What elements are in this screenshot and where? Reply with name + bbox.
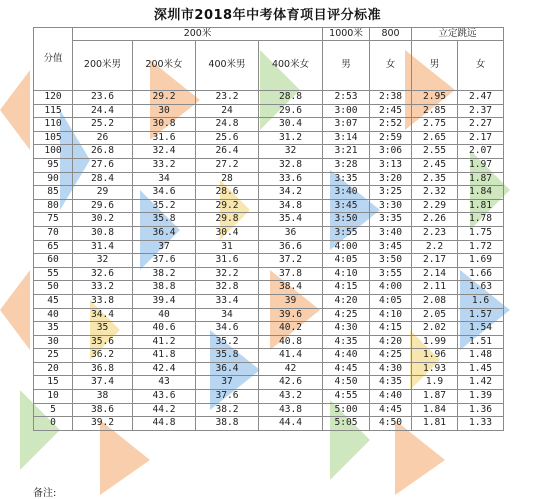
cell-1000m-male: 3:35	[323, 172, 370, 186]
cell-score: 90	[34, 172, 73, 186]
cell-800-female: 2:38	[370, 91, 412, 105]
cell-800-female: 3:20	[370, 172, 412, 186]
cell-1000m-male: 3:45	[323, 199, 370, 213]
cell-jump-male: 2.08	[412, 294, 458, 308]
cell-800-female: 4:15	[370, 322, 412, 336]
cell-400m-female: 44.4	[259, 417, 323, 431]
header-group-200m: 200米	[73, 28, 323, 41]
cell-1000m-male: 3:50	[323, 213, 370, 227]
cell-jump-female: 1.84	[458, 186, 504, 200]
cell-400m-male: 28.6	[196, 186, 259, 200]
cell-score: 85	[34, 186, 73, 200]
cell-1000m-male: 3:28	[323, 158, 370, 172]
cell-jump-male: 2.11	[412, 281, 458, 295]
cell-jump-female: 1.39	[458, 390, 504, 404]
cell-jump-male: 1.93	[412, 362, 458, 376]
cell-200m-female: 34.6	[133, 186, 196, 200]
cell-400m-female: 29.6	[259, 104, 323, 118]
cell-200m-male: 36.2	[73, 349, 133, 363]
table-row	[34, 376, 504, 390]
cell-score: 20	[34, 362, 73, 376]
cell-800-female: 2:59	[370, 131, 412, 145]
cell-1000m-male: 2:53	[323, 91, 370, 105]
header-400m-female: 400米女	[259, 41, 323, 91]
cell-jump-female: 1.97	[458, 158, 504, 172]
cell-jump-male: 2.17	[412, 254, 458, 268]
cell-400m-male: 34.6	[196, 322, 259, 336]
cell-800-female: 3:30	[370, 199, 412, 213]
cell-jump-female: 2.37	[458, 104, 504, 118]
cell-400m-male: 31.6	[196, 254, 259, 268]
cell-200m-female: 30	[133, 104, 196, 118]
cell-jump-female: 1.6	[458, 294, 504, 308]
cell-400m-female: 39	[259, 294, 323, 308]
cell-jump-female: 1.51	[458, 335, 504, 349]
table-row	[34, 390, 504, 404]
cell-score: 120	[34, 91, 73, 105]
cell-jump-male: 2.02	[412, 322, 458, 336]
table-row	[34, 172, 504, 186]
cell-jump-female: 1.33	[458, 417, 504, 431]
cell-200m-male: 23.6	[73, 91, 133, 105]
cell-score: 95	[34, 158, 73, 172]
cell-jump-female: 1.57	[458, 308, 504, 322]
cell-400m-female: 40.2	[259, 322, 323, 336]
cell-jump-male: 2.95	[412, 91, 458, 105]
cell-800-female: 2:45	[370, 104, 412, 118]
header-1000m-male: 男	[323, 41, 370, 91]
cell-jump-male: 2.23	[412, 226, 458, 240]
cell-score: 40	[34, 308, 73, 322]
cell-200m-male: 24.4	[73, 104, 133, 118]
cell-jump-male: 2.2	[412, 240, 458, 254]
table-row	[34, 158, 504, 172]
cell-200m-male: 31.4	[73, 240, 133, 254]
cell-800-female: 3:06	[370, 145, 412, 159]
cell-400m-male: 37	[196, 376, 259, 390]
cell-score: 80	[34, 199, 73, 213]
cell-400m-female: 36.6	[259, 240, 323, 254]
cell-800-female: 4:35	[370, 376, 412, 390]
table-row	[34, 240, 504, 254]
cell-jump-male: 2.35	[412, 172, 458, 186]
cell-800-female: 3:13	[370, 158, 412, 172]
cell-score: 35	[34, 322, 73, 336]
table-row	[34, 349, 504, 363]
cell-200m-female: 32.4	[133, 145, 196, 159]
cell-400m-female: 43.2	[259, 390, 323, 404]
cell-jump-male: 2.45	[412, 158, 458, 172]
table-row	[34, 186, 504, 200]
cell-400m-female: 35.4	[259, 213, 323, 227]
cell-1000m-male: 4:45	[323, 362, 370, 376]
cell-200m-female: 44.8	[133, 417, 196, 431]
header-jump-male: 男	[412, 41, 458, 91]
cell-score: 25	[34, 349, 73, 363]
cell-jump-male: 2.14	[412, 267, 458, 281]
cell-200m-male: 28.4	[73, 172, 133, 186]
cell-200m-male: 37.4	[73, 376, 133, 390]
cell-jump-male: 1.9	[412, 376, 458, 390]
cell-200m-male: 34.4	[73, 308, 133, 322]
cell-1000m-male: 3:21	[323, 145, 370, 159]
cell-200m-male: 32	[73, 254, 133, 268]
page-title: 深圳市2018年中考体育项目评分标准	[153, 8, 382, 23]
cell-jump-male: 2.32	[412, 186, 458, 200]
cell-400m-male: 28	[196, 172, 259, 186]
cell-1000m-male: 3:55	[323, 226, 370, 240]
cell-400m-male: 36.4	[196, 362, 259, 376]
cell-800-female: 3:55	[370, 267, 412, 281]
header-score: 分值	[34, 28, 73, 91]
cell-200m-male: 30.8	[73, 226, 133, 240]
cell-400m-female: 38.4	[259, 281, 323, 295]
cell-200m-male: 38.6	[73, 403, 133, 417]
cell-800-female: 3:25	[370, 186, 412, 200]
cell-400m-female: 34.2	[259, 186, 323, 200]
cell-400m-female: 40.8	[259, 335, 323, 349]
cell-400m-male: 24	[196, 104, 259, 118]
table-row	[34, 308, 504, 322]
cell-jump-female: 1.48	[458, 349, 504, 363]
cell-400m-female: 43.8	[259, 403, 323, 417]
cell-jump-male: 2.85	[412, 104, 458, 118]
cell-1000m-male: 4:20	[323, 294, 370, 308]
cell-400m-male: 32.2	[196, 267, 259, 281]
cell-1000m-male: 5:05	[323, 417, 370, 431]
cell-jump-female: 1.75	[458, 226, 504, 240]
cell-score: 50	[34, 281, 73, 295]
table-row	[34, 118, 504, 132]
cell-1000m-male: 3:00	[323, 104, 370, 118]
cell-jump-female: 1.63	[458, 281, 504, 295]
cell-1000m-male: 4:10	[323, 267, 370, 281]
cell-400m-male: 23.2	[196, 91, 259, 105]
cell-400m-female: 28.8	[259, 91, 323, 105]
header-800-female: 女	[370, 41, 412, 91]
cell-400m-male: 32.8	[196, 281, 259, 295]
score-table	[33, 27, 504, 431]
cell-400m-male: 29.8	[196, 213, 259, 227]
cell-800-female: 3:40	[370, 226, 412, 240]
cell-jump-male: 1.81	[412, 417, 458, 431]
header-200m-female: 200米女	[133, 41, 196, 91]
cell-400m-male: 27.2	[196, 158, 259, 172]
cell-400m-male: 35.8	[196, 349, 259, 363]
cell-1000m-male: 3:07	[323, 118, 370, 132]
cell-200m-female: 40	[133, 308, 196, 322]
header-group-jump: 立定跳远	[412, 28, 504, 41]
cell-200m-female: 41.2	[133, 335, 196, 349]
cell-score: 75	[34, 213, 73, 227]
header-group-800: 800	[370, 28, 412, 41]
cell-jump-female: 1.66	[458, 267, 504, 281]
cell-jump-male: 2.55	[412, 145, 458, 159]
cell-200m-female: 31.6	[133, 131, 196, 145]
cell-200m-male: 26	[73, 131, 133, 145]
cell-200m-male: 30.2	[73, 213, 133, 227]
cell-200m-male: 25.2	[73, 118, 133, 132]
table-row	[34, 322, 504, 336]
cell-score: 100	[34, 145, 73, 159]
cell-1000m-male: 4:15	[323, 281, 370, 295]
cell-score: 110	[34, 118, 73, 132]
table-row	[34, 226, 504, 240]
cell-200m-female: 39.4	[133, 294, 196, 308]
cell-jump-male: 1.84	[412, 403, 458, 417]
cell-200m-female: 43	[133, 376, 196, 390]
cell-jump-female: 1.45	[458, 362, 504, 376]
cell-jump-male: 2.65	[412, 131, 458, 145]
cell-800-female: 3:35	[370, 213, 412, 227]
cell-200m-female: 43.6	[133, 390, 196, 404]
cell-200m-female: 38.2	[133, 267, 196, 281]
cell-400m-female: 33.6	[259, 172, 323, 186]
cell-jump-male: 1.99	[412, 335, 458, 349]
cell-score: 55	[34, 267, 73, 281]
cell-200m-female: 37.6	[133, 254, 196, 268]
table-row	[34, 91, 504, 105]
header-row-group	[34, 28, 504, 41]
cell-200m-male: 33.8	[73, 294, 133, 308]
cell-1000m-male: 4:05	[323, 254, 370, 268]
cell-400m-female: 32.8	[259, 158, 323, 172]
header-400m-male: 400米男	[196, 41, 259, 91]
cell-jump-female: 1.42	[458, 376, 504, 390]
cell-200m-female: 29.2	[133, 91, 196, 105]
cell-1000m-male: 4:50	[323, 376, 370, 390]
cell-200m-female: 35.8	[133, 213, 196, 227]
cell-200m-male: 32.6	[73, 267, 133, 281]
cell-800-female: 4:05	[370, 294, 412, 308]
cell-jump-male: 2.26	[412, 213, 458, 227]
cell-200m-female: 37	[133, 240, 196, 254]
cell-400m-male: 26.4	[196, 145, 259, 159]
table-row	[34, 104, 504, 118]
cell-800-female: 4:30	[370, 362, 412, 376]
cell-200m-male: 38	[73, 390, 133, 404]
cell-400m-female: 30.4	[259, 118, 323, 132]
cell-800-female: 2:52	[370, 118, 412, 132]
table-row	[34, 335, 504, 349]
cell-score: 0	[34, 417, 73, 431]
cell-jump-female: 2.47	[458, 91, 504, 105]
cell-200m-female: 38.8	[133, 281, 196, 295]
cell-800-female: 4:10	[370, 308, 412, 322]
cell-800-female: 4:40	[370, 390, 412, 404]
cell-200m-female: 40.6	[133, 322, 196, 336]
cell-400m-female: 37.2	[259, 254, 323, 268]
cell-200m-male: 27.6	[73, 158, 133, 172]
cell-200m-male: 33.2	[73, 281, 133, 295]
cell-400m-female: 34.8	[259, 199, 323, 213]
cell-1000m-male: 4:35	[323, 335, 370, 349]
cell-200m-female: 30.8	[133, 118, 196, 132]
cell-1000m-male: 3:14	[323, 131, 370, 145]
cell-400m-female: 42.6	[259, 376, 323, 390]
cell-jump-female: 1.78	[458, 213, 504, 227]
cell-200m-female: 35.2	[133, 199, 196, 213]
table-row	[34, 145, 504, 159]
cell-jump-female: 1.36	[458, 403, 504, 417]
cell-800-female: 4:50	[370, 417, 412, 431]
table-row	[34, 403, 504, 417]
cell-400m-male: 25.6	[196, 131, 259, 145]
cell-jump-female: 1.72	[458, 240, 504, 254]
cell-jump-male: 1.96	[412, 349, 458, 363]
table-row	[34, 254, 504, 268]
cell-200m-female: 36.4	[133, 226, 196, 240]
cell-1000m-male: 5:00	[323, 403, 370, 417]
table-row	[34, 267, 504, 281]
cell-1000m-male: 4:25	[323, 308, 370, 322]
cell-400m-male: 30.4	[196, 226, 259, 240]
cell-score: 105	[34, 131, 73, 145]
cell-jump-female: 2.27	[458, 118, 504, 132]
cell-400m-female: 39.6	[259, 308, 323, 322]
cell-score: 70	[34, 226, 73, 240]
cell-200m-female: 33.2	[133, 158, 196, 172]
cell-score: 5	[34, 403, 73, 417]
cell-1000m-male: 3:40	[323, 186, 370, 200]
cell-400m-male: 37.6	[196, 390, 259, 404]
cell-400m-male: 38.8	[196, 417, 259, 431]
cell-400m-male: 35.2	[196, 335, 259, 349]
cell-jump-male: 1.87	[412, 390, 458, 404]
cell-400m-male: 33.4	[196, 294, 259, 308]
cell-score: 60	[34, 254, 73, 268]
table-row	[34, 213, 504, 227]
cell-200m-female: 34	[133, 172, 196, 186]
cell-jump-female: 1.69	[458, 254, 504, 268]
cell-jump-female: 2.17	[458, 131, 504, 145]
cell-score: 45	[34, 294, 73, 308]
cell-200m-male: 36.8	[73, 362, 133, 376]
cell-score: 65	[34, 240, 73, 254]
cell-jump-male: 2.75	[412, 118, 458, 132]
cell-400m-female: 42	[259, 362, 323, 376]
cell-400m-male: 34	[196, 308, 259, 322]
cell-200m-female: 42.4	[133, 362, 196, 376]
header-group-1000m: 1000米	[323, 28, 370, 41]
cell-score: 115	[34, 104, 73, 118]
table-row	[34, 199, 504, 213]
score-table-body	[34, 91, 504, 431]
table-row	[34, 131, 504, 145]
cell-200m-male: 35	[73, 322, 133, 336]
table-row	[34, 417, 504, 431]
cell-800-female: 4:20	[370, 335, 412, 349]
cell-400m-male: 29.2	[196, 199, 259, 213]
cell-1000m-male: 4:30	[323, 322, 370, 336]
cell-200m-male: 35.6	[73, 335, 133, 349]
cell-1000m-male: 4:40	[323, 349, 370, 363]
cell-400m-female: 36	[259, 226, 323, 240]
cell-400m-female: 31.2	[259, 131, 323, 145]
cell-800-female: 4:25	[370, 349, 412, 363]
cell-jump-female: 1.87	[458, 172, 504, 186]
cell-800-female: 4:45	[370, 403, 412, 417]
table-row	[34, 294, 504, 308]
cell-400m-male: 24.8	[196, 118, 259, 132]
cell-400m-female: 32	[259, 145, 323, 159]
table-row	[34, 362, 504, 376]
footnote: 备注:	[33, 488, 57, 499]
cell-400m-male: 31	[196, 240, 259, 254]
cell-score: 15	[34, 376, 73, 390]
cell-800-female: 3:50	[370, 254, 412, 268]
cell-jump-female: 1.81	[458, 199, 504, 213]
cell-200m-male: 29	[73, 186, 133, 200]
cell-1000m-male: 4:55	[323, 390, 370, 404]
cell-1000m-male: 4:00	[323, 240, 370, 254]
cell-score: 10	[34, 390, 73, 404]
cell-jump-female: 1.54	[458, 322, 504, 336]
cell-jump-male: 2.29	[412, 199, 458, 213]
cell-800-female: 3:45	[370, 240, 412, 254]
header-200m-male: 200米男	[73, 41, 133, 91]
cell-400m-male: 38.2	[196, 403, 259, 417]
header-row-sub	[34, 41, 504, 91]
cell-200m-male: 26.8	[73, 145, 133, 159]
cell-score: 30	[34, 335, 73, 349]
cell-400m-female: 37.8	[259, 267, 323, 281]
header-jump-female: 女	[458, 41, 504, 91]
cell-400m-female: 41.4	[259, 349, 323, 363]
cell-jump-male: 2.05	[412, 308, 458, 322]
cell-200m-female: 44.2	[133, 403, 196, 417]
cell-200m-female: 41.8	[133, 349, 196, 363]
cell-200m-male: 29.6	[73, 199, 133, 213]
table-row	[34, 281, 504, 295]
cell-200m-male: 39.2	[73, 417, 133, 431]
cell-800-female: 4:00	[370, 281, 412, 295]
cell-jump-female: 2.07	[458, 145, 504, 159]
